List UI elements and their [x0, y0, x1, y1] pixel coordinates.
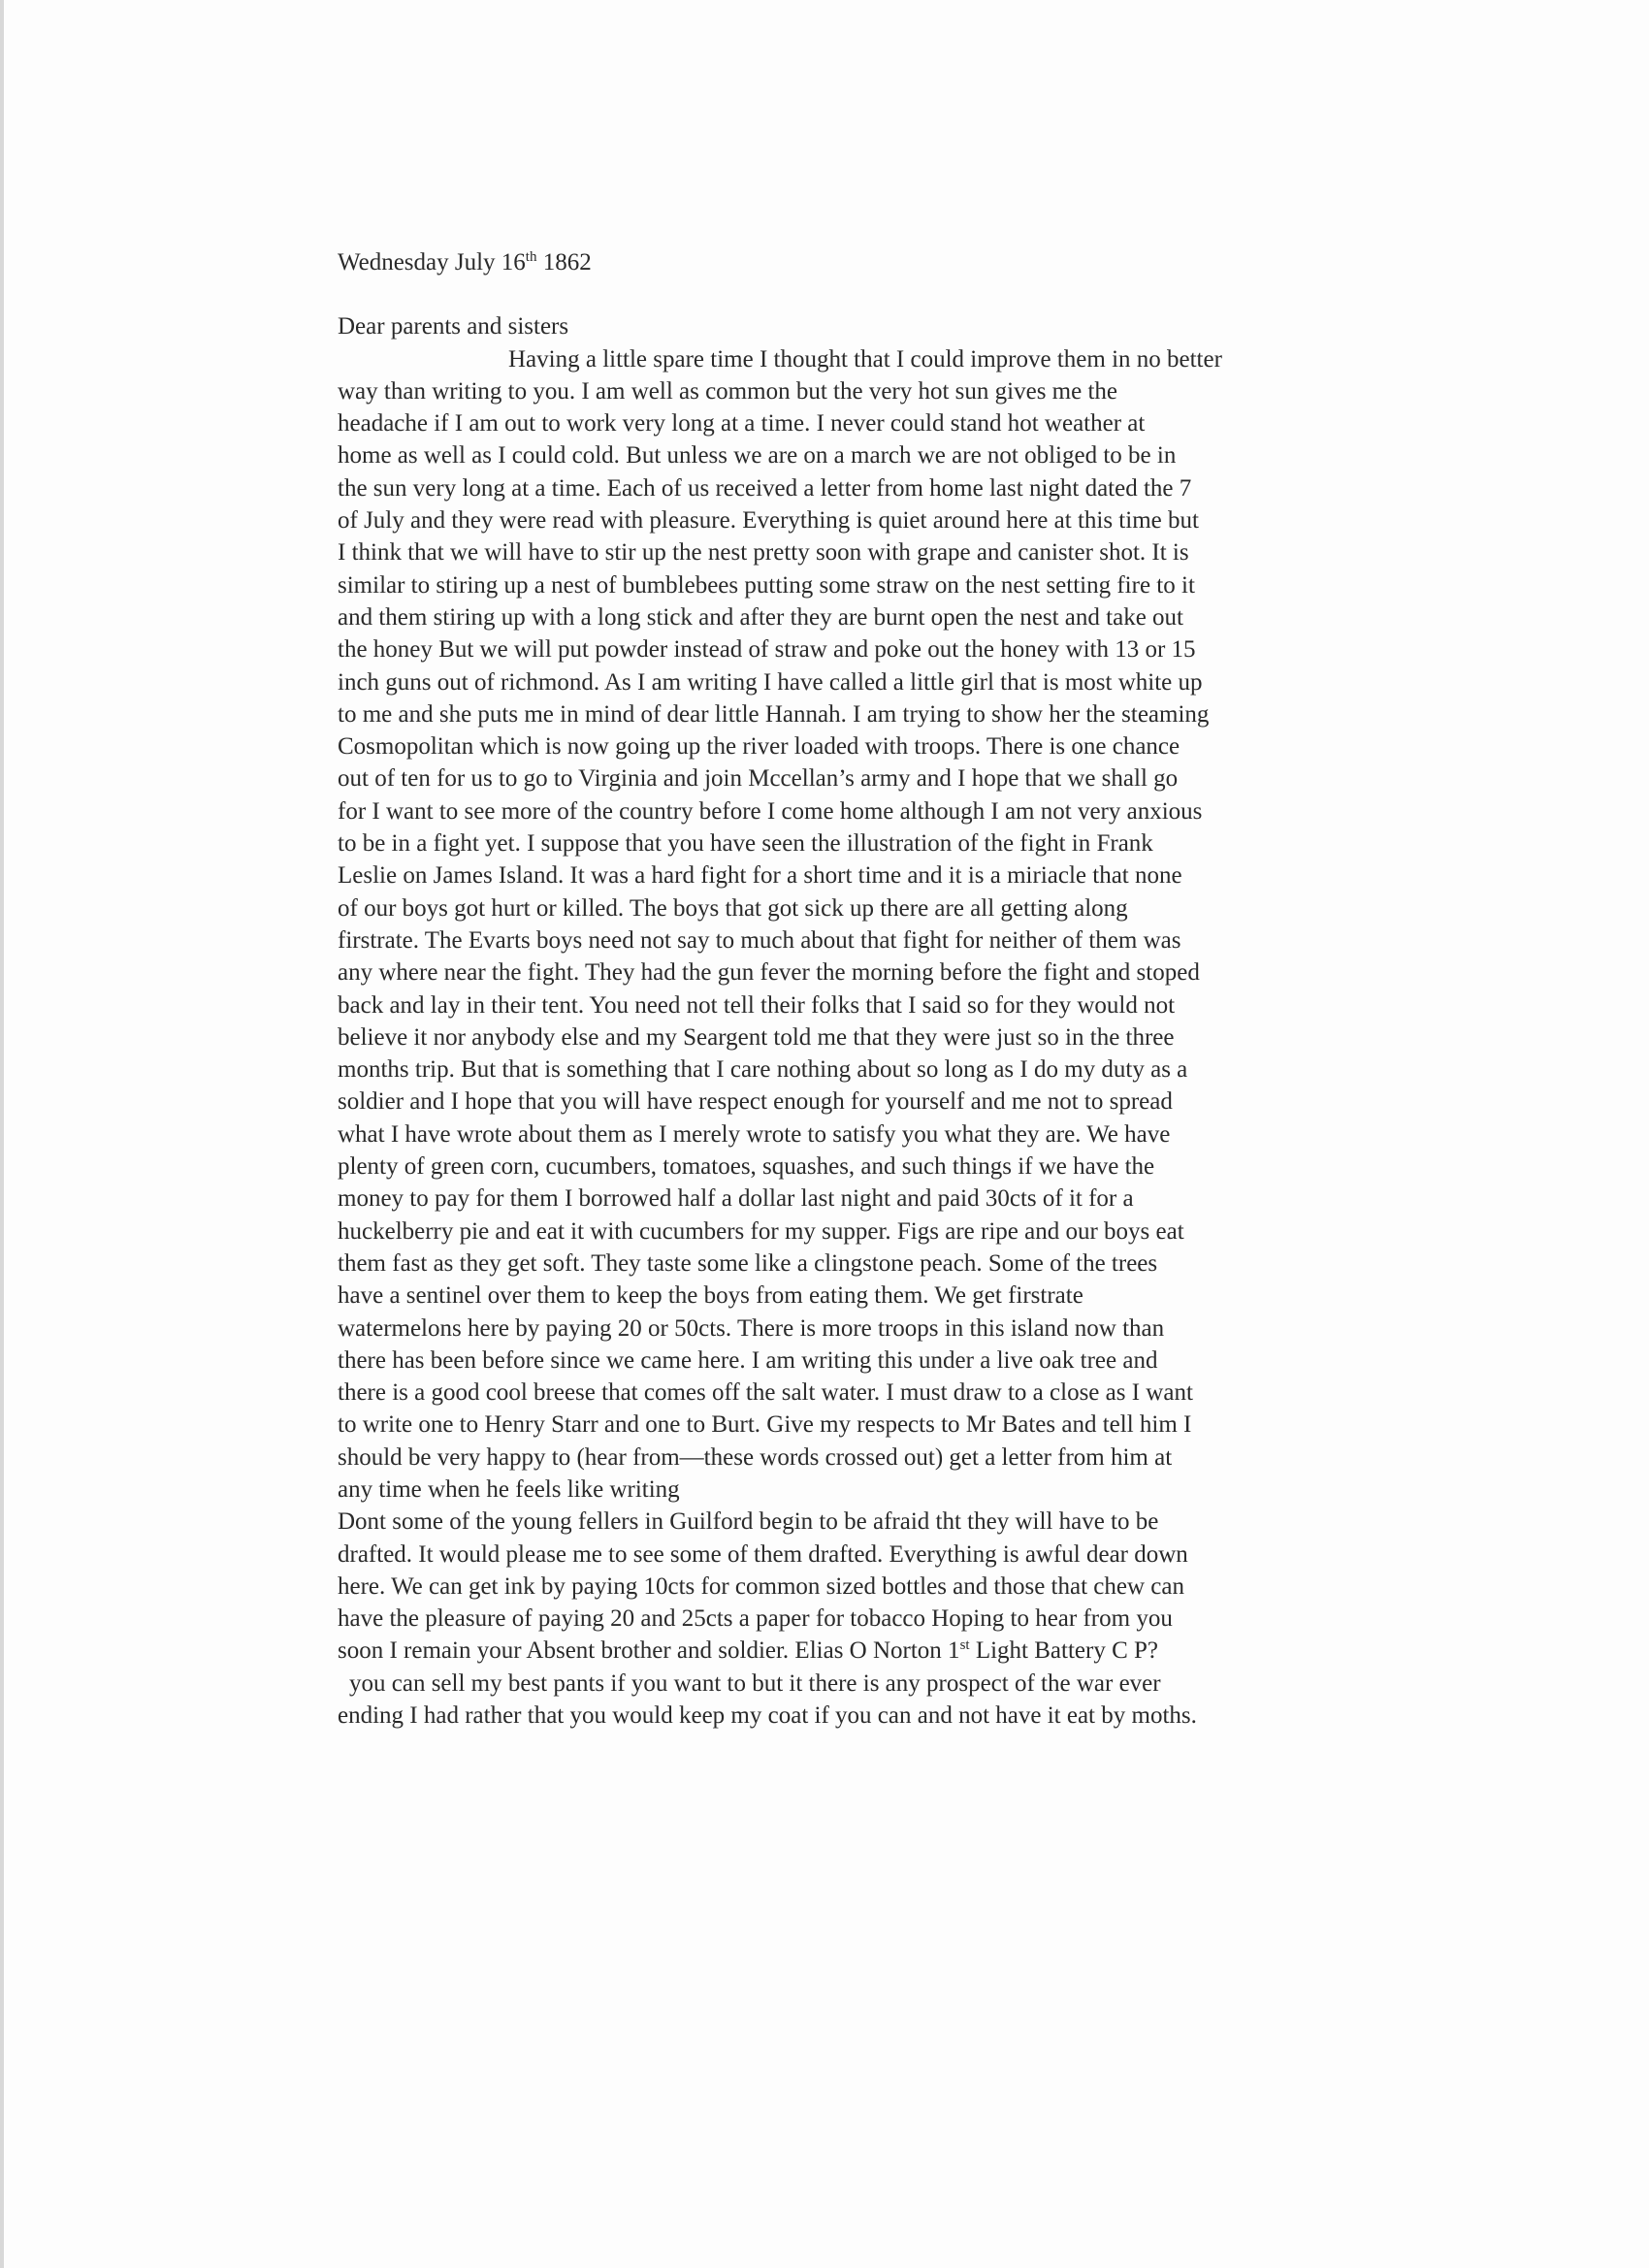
letter-line: any time when he feels like writing — [338, 1475, 680, 1503]
letter-line: soldier and I hope that you will have respect enough for yourself and me not to spread — [338, 1088, 1173, 1116]
letter-line: drafted. It would please me to see some of them drafted. Everything is awful dear down — [338, 1540, 1188, 1568]
letter-line: have the pleasure of paying 20 and 25cts a paper for tobacco Hoping to hear from you — [338, 1605, 1173, 1633]
letter-line: Dont some of the young fellers in Guilford begin to be afraid tht they will have to be — [338, 1508, 1159, 1536]
letter-line: similar to stiring up a nest of bumblebees putting some straw on the nest setting fire to it — [338, 571, 1195, 599]
letter-line: believe it nor anybody else and my Seargent told me that they were just so in the three — [338, 1023, 1175, 1051]
postscript-line: you can sell my best pants if you want to but it there is any prospect of the war ever — [349, 1669, 1161, 1697]
letter-line: headache if I am out to work very long at a time. I never could stand hot weather at — [338, 410, 1146, 437]
letter-line: huckelberry pie and eat it with cucumbers for my supper. Figs are ripe and our boys eat — [338, 1217, 1184, 1245]
letter-line: Cosmopolitan which is now going up the river loaded with troops. There is one chance — [338, 733, 1180, 761]
letter-line: there has been before since we came here. I am writing this under a live oak tree and — [338, 1346, 1158, 1374]
letter-line: money to pay for them I borrowed half a dollar last night and paid 30cts of it for a — [338, 1185, 1134, 1213]
letter-line: them fast as they get soft. They taste some like a clingstone peach. Some of the trees — [338, 1249, 1158, 1277]
letter-line: and them stiring up with a long stick and after they are burnt open the nest and take out — [338, 603, 1183, 631]
letter-line: plenty of green corn, cucumbers, tomatoes, squashes, and such things if we have the — [338, 1153, 1155, 1181]
letter-date: Wednesday July 16th 1862 — [338, 249, 592, 275]
letter-line: I think that we will have to stir up the nest pretty soon with grape and canister shot. It is — [338, 539, 1189, 567]
letter-line: what I have wrote about them as I merely wrote to satisfy you what they are. We have — [338, 1120, 1171, 1148]
letter-line: home as well as I could cold. But unless we are on a march we are not obliged to be in — [338, 442, 1177, 470]
letter-line: months trip. But that is something that I care nothing about so long as I do my duty as a — [338, 1056, 1188, 1084]
letter-line: should be very happy to (hear from—these words crossed out) get a letter from him at — [338, 1443, 1173, 1471]
letter-line: to me and she puts me in mind of dear little Hannah. I am trying to show her the steaming — [338, 700, 1210, 728]
scan-edge — [0, 0, 4, 2268]
letter-line: for I want to see more of the country before I come home although I am not very anxious — [338, 797, 1203, 825]
letter-line: firstrate. The Evarts boys need not say to much about that fight for neither of them was — [338, 926, 1181, 954]
letter-body — [338, 246, 1366, 1732]
letter-line: any where near the fight. They had the gun fever the morning before the fight and stoped — [338, 959, 1200, 987]
letter-line: to be in a fight yet. I suppose that you have seen the illustration of the fight in Frank — [338, 830, 1153, 858]
letter-line: out of ten for us to go to Virginia and join Mccellan’s army and I hope that we shall go — [338, 765, 1179, 793]
signature-line: soon I remain your Absent brother and soldier. Elias O Norton 1st Light Battery C P? — [338, 1637, 1158, 1665]
letter-line: here. We can get ink by paying 10cts for common sized bottles and those that chew can — [338, 1572, 1184, 1600]
letter-line: the sun very long at a time. Each of us received a letter from home last night dated the 7 — [338, 474, 1192, 502]
letter-line: of July and they were read with pleasure. Everything is quiet around here at this time but — [338, 507, 1199, 535]
letter-line: there is a good cool breese that comes off the salt water. I must draw to a close as I want — [338, 1379, 1193, 1407]
letter-line: to write one to Henry Starr and one to Burt. Give my respects to Mr Bates and tell him I — [338, 1411, 1192, 1439]
letter-line: back and lay in their tent. You need not tell their folks that I said so for they would not — [338, 991, 1176, 1019]
letter-line: way than writing to you. I am well as common but the very hot sun gives me the — [338, 377, 1118, 405]
letter-line: of our boys got hurt or killed. The boys that got sick up there are all getting along — [338, 894, 1128, 922]
letter-line: the honey But we will put powder instead of straw and poke out the honey with 13 or 15 — [338, 636, 1196, 664]
letter-line: have a sentinel over them to keep the boys from eating them. We get firstrate — [338, 1282, 1083, 1310]
letter-line: Leslie on James Island. It was a hard fight for a short time and it is a miriacle that none — [338, 862, 1182, 890]
letter-line: inch guns out of richmond. As I am writing I have called a little girl that is most white up — [338, 668, 1203, 696]
salutation: Dear parents and sisters — [338, 313, 569, 340]
letter-line: Having a little spare time I thought that I could improve them in no better — [508, 345, 1222, 373]
letter-line: watermelons here by paying 20 or 50cts. There is more troops in this island now than — [338, 1314, 1165, 1342]
postscript-line: ending I had rather that you would keep my coat if you can and not have it eat by moths. — [338, 1702, 1197, 1730]
